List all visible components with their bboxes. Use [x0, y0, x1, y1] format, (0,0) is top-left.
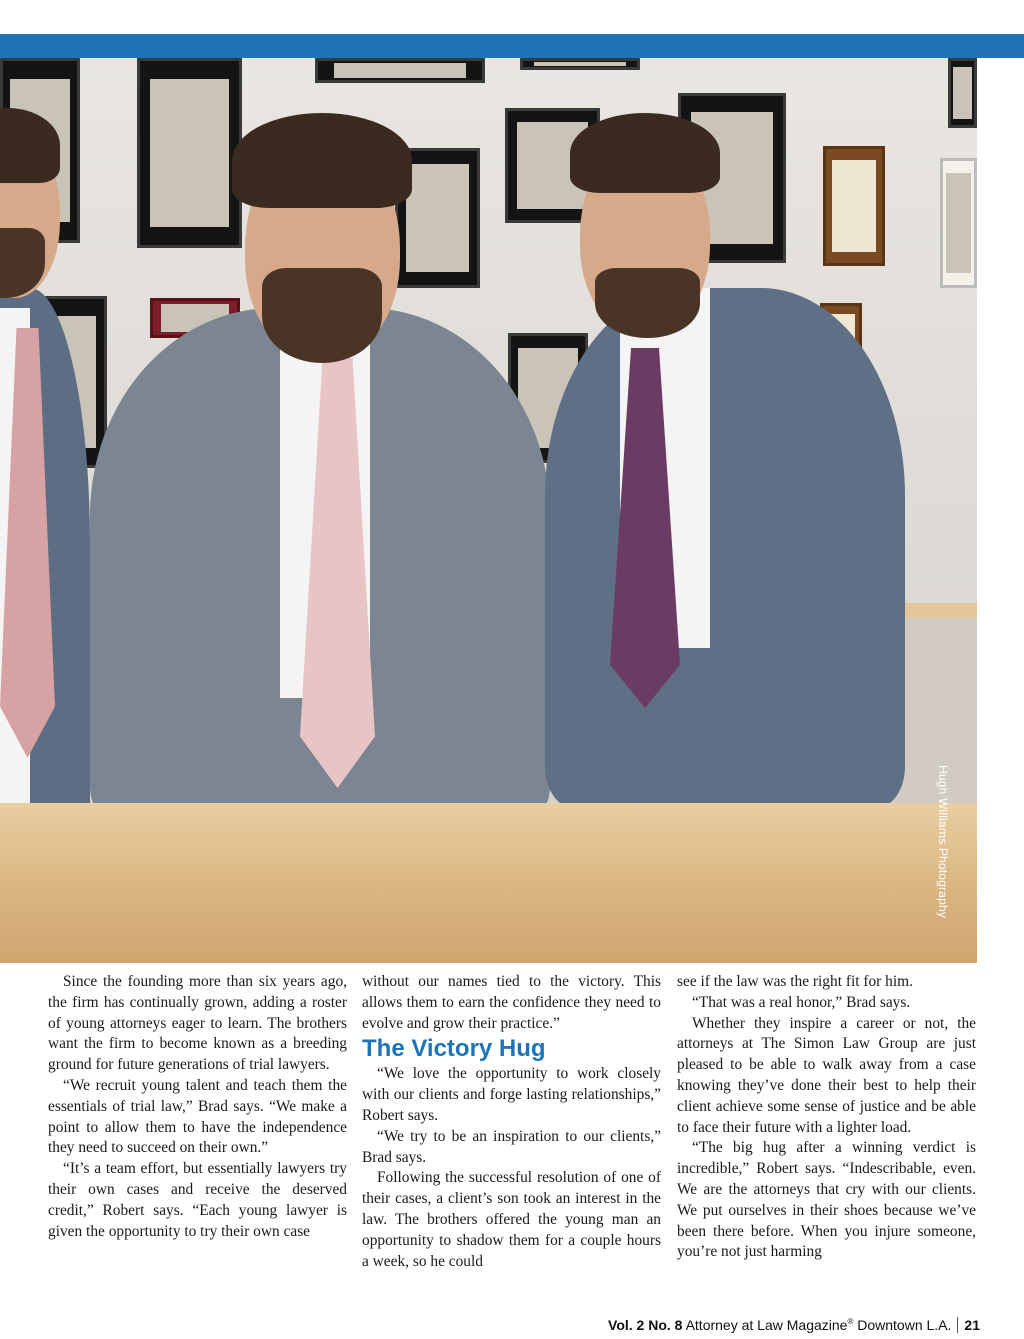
footer-divider: [957, 1317, 958, 1333]
wall-frame: [940, 158, 977, 288]
paragraph: “The big hug after a winning verdict is incredible,” Robert says. “Indescribable, even. We are the attorneys that cry with our clients. We put ourselves in their shoes because we’ve been there before. When you injure someone, you’re not just harming: [677, 1139, 976, 1261]
edition-name: Downtown L.A.: [857, 1317, 952, 1333]
wall-frame: [520, 58, 640, 70]
paragraph: Following the successful resolution of one of their cases, a client’s son took an interest in the law. The brothers offered the young man an opportunity to shadow them for a couple hours a week, so he could: [362, 1169, 661, 1270]
conference-table: [0, 803, 977, 963]
wall-frame: [823, 146, 885, 266]
wall-frame: [315, 58, 485, 83]
paragraph: “We try to be an inspiration to our clients,” Brad says.: [362, 1127, 661, 1166]
page-footer: [540, 1313, 980, 1334]
registered-mark: ®: [847, 1317, 854, 1326]
magazine-name: Attorney at Law Magazine: [685, 1317, 848, 1333]
article-column-3: [677, 972, 976, 1263]
wall-frame: [948, 58, 977, 128]
paragraph: Whether they inspire a career or not, the attorneys at The Simon Law Group are just pleased to be able to walk away from a case knowing they’ve done their best to help their client achieve some sense of justice and be able to face their future with a lighter load.: [677, 1014, 976, 1136]
header-accent-bar: [0, 34, 1024, 58]
paragraph: “It’s a team effort, but essentially lawyers try their own cases and receive the deserved credit,” Robert says. “Each young lawyer is given the opportunity to try their own case: [48, 1160, 347, 1240]
paragraph: Since the founding more than six years ago, the firm has continually grown, adding a roster of young attorneys eager to learn. The brothers want the firm to become known as a breeding ground for future generations of trial lawyers.: [48, 973, 347, 1074]
paragraph: “That was a real honor,” Brad says.: [692, 993, 911, 1011]
paragraph: see if the law was the right fit for him.: [677, 973, 913, 990]
paragraph: “We love the opportunity to work closely with our clients and forge lasting relationships,” Robert says.: [362, 1065, 661, 1124]
photo-credit: Hugh Williams Photography: [936, 765, 950, 919]
paragraph: “We recruit young talent and teach them the essentials of trial law,” Brad says. “We make a point to allow them to have the independence they need to succeed on their own.”: [48, 1076, 347, 1157]
issue-volume: Vol. 2 No. 8: [608, 1317, 683, 1333]
wall-frame: [137, 58, 242, 248]
page-number: 21: [964, 1317, 980, 1333]
paragraph: without our names tied to the victory. This allows them to earn the confidence they need to evolve and grow their practice.”: [362, 973, 661, 1032]
section-heading: The Victory Hug: [362, 1035, 546, 1063]
article-column-2: [362, 972, 661, 1272]
article-column-1: [48, 972, 347, 1242]
attorneys-photo: [0, 58, 977, 963]
